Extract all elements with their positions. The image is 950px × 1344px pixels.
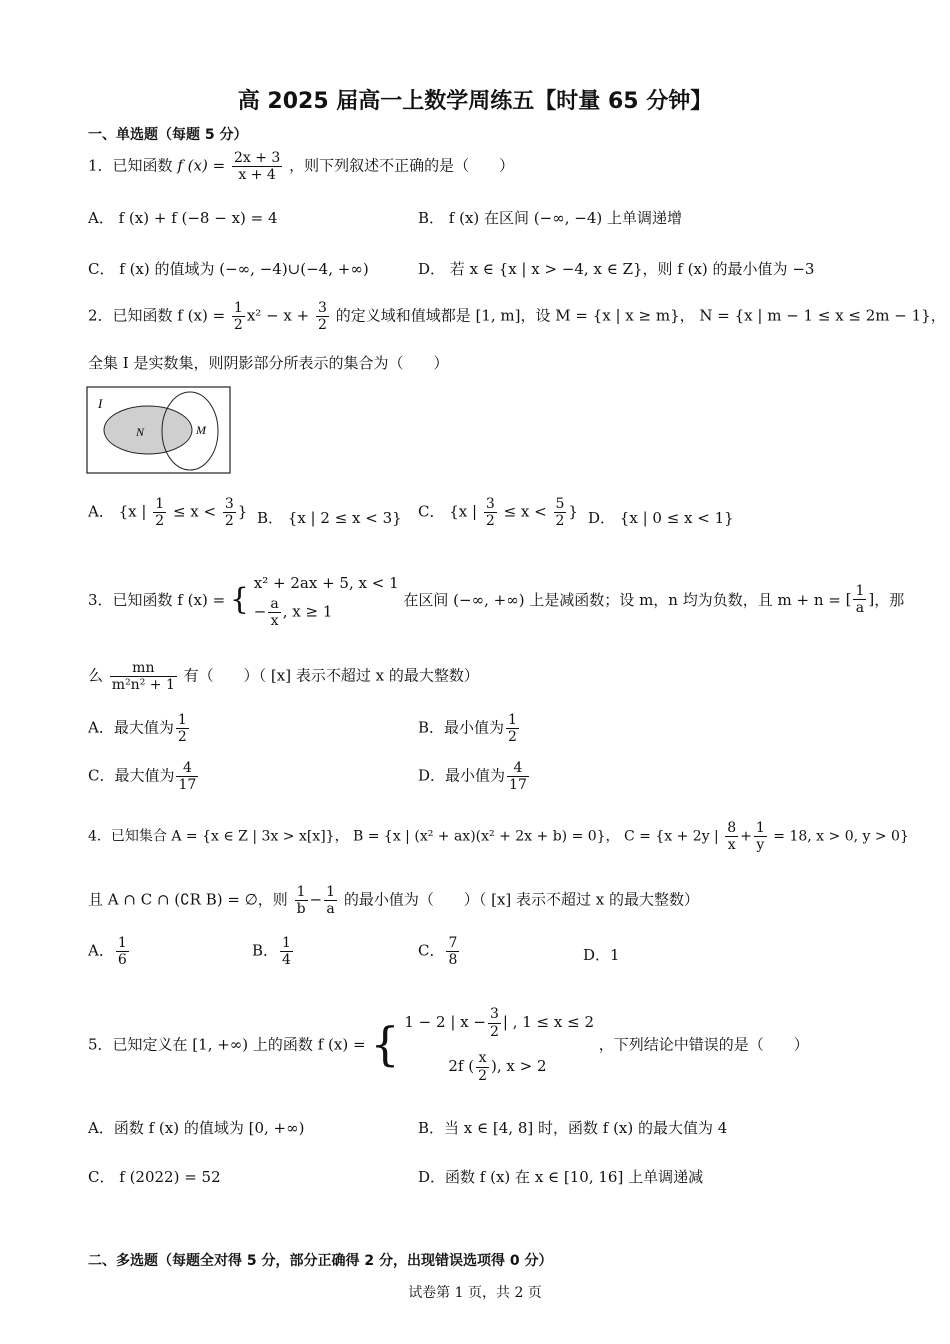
q4-c-den: 8 bbox=[448, 952, 458, 969]
q1-post: ，则下列叙述不正确的是（ ） bbox=[289, 156, 515, 175]
venn-label-n: N bbox=[136, 425, 145, 439]
q5-pre: 5．已知定义在 [1, +∞) 上的函数 f (x) = bbox=[88, 1035, 366, 1054]
q2-half-den: 2 bbox=[233, 317, 243, 334]
q4-c-frac2 bbox=[754, 820, 767, 853]
q3-case2-tail: , x ≥ 1 bbox=[282, 602, 333, 621]
q3-c-text: C．最大值为 bbox=[88, 766, 175, 785]
q5-piecewise bbox=[404, 1000, 594, 1088]
q4-b-frac bbox=[280, 935, 293, 968]
venn-diagram bbox=[86, 386, 232, 476]
q5-case1b: | , 1 ≤ x ≤ 2 bbox=[502, 1013, 594, 1031]
q4-line2 bbox=[88, 884, 699, 917]
page-title: 高 2025 届高一上数学周练五【时量 65 分钟】 bbox=[237, 89, 713, 114]
q2-c-frac2 bbox=[554, 496, 567, 529]
q4-a-den: 6 bbox=[117, 952, 127, 969]
q5-case2 bbox=[404, 1044, 594, 1088]
q1-frac-num: 2x + 3 bbox=[233, 150, 281, 166]
q2-a-n1: 1 bbox=[155, 496, 165, 512]
q5-c1-num: 3 bbox=[489, 1006, 499, 1023]
q3-option-c[interactable] bbox=[88, 760, 200, 793]
q3-c-frac bbox=[176, 760, 198, 793]
q4-c-n1: 8 bbox=[727, 820, 737, 836]
q2-line2: 全集 I 是实数集，则阴影部分所表示的集合为（ ） bbox=[88, 354, 449, 372]
q3-a-den: 2 bbox=[177, 729, 187, 746]
q4-c-frac bbox=[446, 935, 459, 968]
q4-a-num: 1 bbox=[117, 935, 127, 951]
q4-option-d[interactable]: D．1 bbox=[583, 946, 620, 964]
question-1-stem bbox=[88, 150, 514, 183]
q4-c-num: 7 bbox=[448, 935, 458, 951]
q4-line2b: 的最小值为（ ）（ [x] 表示不超过 x 的最大整数） bbox=[343, 890, 700, 909]
q3-end: ，那 bbox=[874, 591, 905, 610]
q4-f-n2: 1 bbox=[326, 884, 336, 900]
q3-case2-den: x bbox=[270, 613, 279, 630]
q2-option-d[interactable]: D． {x | 0 ≤ x < 1} bbox=[588, 509, 734, 527]
q3-line2 bbox=[88, 660, 479, 693]
q3-d-text: D．最小值为 bbox=[418, 766, 506, 785]
q2-line1b: x² − x + bbox=[246, 306, 310, 325]
q2-c-n1: 3 bbox=[485, 496, 495, 512]
q2-a-set-close: } bbox=[237, 502, 248, 521]
q4-f-frac2 bbox=[324, 884, 337, 917]
section-heading-single-choice: 一、单选题（每题 5 分） bbox=[88, 127, 248, 143]
q2-half bbox=[232, 300, 245, 333]
q2-a-set-open: {x | bbox=[118, 502, 147, 521]
q2-a-frac2 bbox=[223, 496, 236, 529]
q4-option-b[interactable] bbox=[252, 935, 295, 968]
q4-a-prefix: A． bbox=[88, 941, 114, 960]
q5-case1 bbox=[404, 1000, 594, 1044]
q5-case2a: 2f ( bbox=[448, 1057, 475, 1075]
q5-option-a[interactable]: A．函数 f (x) 的值域为 [0, +∞) bbox=[88, 1119, 305, 1137]
q4-option-c[interactable] bbox=[418, 935, 461, 968]
q3-c-num: 4 bbox=[176, 760, 198, 777]
q2-c-frac1 bbox=[484, 496, 497, 529]
q5-case1a: 1 − 2 | x − bbox=[404, 1013, 486, 1031]
q2-option-b[interactable]: B． {x | 2 ≤ x < 3} bbox=[257, 509, 402, 527]
q4-c-n2: 1 bbox=[755, 820, 765, 836]
q4-line1a: 4．已知集合 A = {x ∈ Z | 3x > x[x]}， B = {x | (x² + ax)(x² + 2x + b) = 0}， C = {x + 2y | bbox=[88, 828, 719, 845]
q3-piecewise bbox=[254, 570, 399, 629]
q1-frac-den: x + 4 bbox=[238, 167, 276, 184]
q5-c2-num: x bbox=[476, 1050, 489, 1067]
q3-a-num: 1 bbox=[177, 712, 187, 728]
q3-option-a[interactable] bbox=[88, 712, 191, 745]
q3-bracket-frac: [ $\frac{1}{a}$ ] bbox=[845, 583, 875, 617]
q2-option-a[interactable] bbox=[88, 496, 247, 529]
q5-c2-den: 2 bbox=[478, 1067, 488, 1084]
q3-case2-neg: − bbox=[253, 602, 267, 621]
q3-b-frac bbox=[506, 712, 519, 745]
q2-three-num: 3 bbox=[318, 300, 327, 316]
q3-c-den: 17 bbox=[178, 777, 197, 794]
q3-b-num: 1 bbox=[508, 712, 517, 728]
question-2-stem bbox=[88, 300, 946, 333]
q2-a-d1: 2 bbox=[155, 513, 165, 530]
q1-option-d[interactable]: D． 若 x ∈ {x | x > −4, x ∈ Z}，则 f (x) 的最小值为 −3 bbox=[418, 260, 815, 278]
q3-b-text: B．最小值为 bbox=[418, 718, 505, 737]
q4-c-d2: y bbox=[756, 837, 765, 854]
q5-c1-den: 2 bbox=[489, 1023, 499, 1040]
q2-c-mid: ≤ x < bbox=[503, 502, 547, 521]
q1-option-c[interactable]: C． f (x) 的值域为 (−∞, −4)∪(−4, +∞) bbox=[88, 260, 369, 278]
venn-label-i: I bbox=[98, 396, 103, 411]
q1-number: 1． bbox=[88, 156, 113, 175]
q2-option-c[interactable] bbox=[418, 496, 578, 529]
q3-bracket-inner bbox=[853, 583, 866, 616]
q4-b-prefix: B． bbox=[252, 941, 279, 960]
q2-c-set-close: } bbox=[568, 502, 578, 521]
venn-label-m: M bbox=[196, 423, 206, 437]
q4-f-d1: b bbox=[296, 901, 306, 918]
q4-option-a[interactable] bbox=[88, 935, 131, 968]
q2-c-d1: 2 bbox=[485, 513, 495, 530]
q2-line1a: 2．已知函数 f (x) = bbox=[88, 306, 226, 325]
q2-a-frac1 bbox=[153, 496, 166, 529]
q3-mn-num: mn bbox=[110, 660, 177, 677]
q3-mn-den: m²n² + 1 bbox=[111, 677, 175, 694]
q5-case2b: ), x > 2 bbox=[491, 1057, 547, 1075]
q2-c-d2: 2 bbox=[555, 513, 565, 530]
q3-a-text: A．最大值为 bbox=[88, 718, 174, 737]
q3-case2 bbox=[254, 596, 399, 629]
q2-a-n2: 3 bbox=[224, 496, 234, 512]
q1-option-b[interactable]: B． f (x) 在区间 (−∞, −4) 上单调递增 bbox=[418, 209, 682, 227]
venn-set-n bbox=[104, 406, 192, 454]
q3-d-den: 17 bbox=[509, 777, 527, 794]
q1-pre: 已知函数 bbox=[112, 156, 173, 175]
question-3-stem bbox=[88, 570, 904, 629]
q2-a-prefix: A． bbox=[88, 502, 114, 521]
q4-c-plus: + bbox=[740, 828, 752, 845]
q3-pre: 3．已知函数 f (x) = bbox=[88, 591, 226, 610]
q4-f-minus: − bbox=[309, 890, 323, 909]
q3-line2a: 么 bbox=[88, 666, 104, 685]
q3-case2-num: a bbox=[270, 596, 279, 612]
q1-fx: f (x) = bbox=[177, 156, 226, 175]
q5-option-b[interactable]: B．当 x ∈ [4, 8] 时，函数 f (x) 的最大值为 4 bbox=[418, 1119, 728, 1137]
q4-f-d2: a bbox=[326, 901, 335, 918]
q3-option-b[interactable] bbox=[418, 712, 521, 745]
q3-line2b: 有（ ）（ [x] 表示不超过 x 的最大整数） bbox=[183, 666, 479, 685]
q2-three-den: 2 bbox=[318, 317, 327, 334]
q4-line1b: = 18, x > 0, y > 0} bbox=[773, 828, 909, 845]
q3-left-brace: { bbox=[229, 582, 250, 618]
q5-case2-frac bbox=[476, 1050, 489, 1083]
question-5-stem bbox=[88, 1000, 809, 1088]
q3-option-d[interactable] bbox=[418, 760, 531, 793]
q4-f-n1: 1 bbox=[295, 884, 308, 901]
q4-c-d1: x bbox=[727, 837, 736, 854]
q2-c-set-open: {x | bbox=[449, 502, 478, 521]
q2-a-mid: ≤ x < bbox=[172, 502, 217, 521]
page-footer: 试卷第 1 页，共 2 页 bbox=[408, 1285, 542, 1301]
q3-br-den: a bbox=[855, 600, 865, 617]
q1-option-a[interactable]: A． f (x) + f (−8 − x) = 4 bbox=[88, 209, 278, 227]
q5-left-brace: { bbox=[370, 1017, 400, 1071]
q4-line2a: 且 A ∩ C ∩ (∁R B) = ∅，则 bbox=[88, 890, 288, 909]
q3-case1: x² + 2ax + 5, x < 1 bbox=[253, 574, 399, 592]
q4-c-prefix: C． bbox=[418, 941, 445, 960]
question-4-stem bbox=[88, 820, 909, 853]
q5-post: ，下列结论中错误的是（ ） bbox=[598, 1035, 809, 1054]
q1-fraction bbox=[232, 150, 282, 183]
q3-case2-frac bbox=[268, 596, 280, 629]
q2-a-d2: 2 bbox=[224, 513, 234, 530]
q3-a-frac bbox=[176, 712, 189, 745]
q2-three-halves bbox=[316, 300, 329, 333]
q4-b-num: 1 bbox=[282, 935, 291, 951]
q4-a-frac bbox=[116, 935, 129, 968]
q5-option-c[interactable]: C． f (2022) = 52 bbox=[88, 1168, 221, 1186]
q5-case1-frac bbox=[488, 1006, 501, 1039]
q3-b-den: 2 bbox=[508, 729, 517, 746]
q3-mn-frac bbox=[110, 660, 177, 693]
q5-option-d[interactable]: D．函数 f (x) 在 x ∈ [10, 16] 上单调递减 bbox=[418, 1168, 704, 1186]
q2-c-prefix: C． bbox=[418, 502, 445, 521]
q3-mid: 在区间 (−∞, +∞) 上是减函数；设 m，n 均为负数，且 m + n = bbox=[403, 591, 841, 610]
section-heading-multi-choice: 二、多选题（每题全对得 5 分，部分正确得 2 分，出现错误选项得 0 分） bbox=[88, 1253, 553, 1269]
q2-half-num: 1 bbox=[233, 300, 243, 316]
q2-c-n2: 5 bbox=[555, 496, 565, 512]
q4-c-frac1 bbox=[725, 820, 738, 853]
q3-d-num: 4 bbox=[507, 760, 529, 777]
q3-br-num: 1 bbox=[855, 583, 865, 599]
q4-b-den: 4 bbox=[282, 952, 291, 969]
q3-d-frac bbox=[507, 760, 529, 793]
q4-f-frac1 bbox=[295, 884, 308, 917]
q2-line1c: 的定义域和值域都是 [1, m]，设 M = {x | x ≥ m}， N = {x | m − 1 ≤ x ≤ 2m − 1}， bbox=[335, 306, 946, 325]
